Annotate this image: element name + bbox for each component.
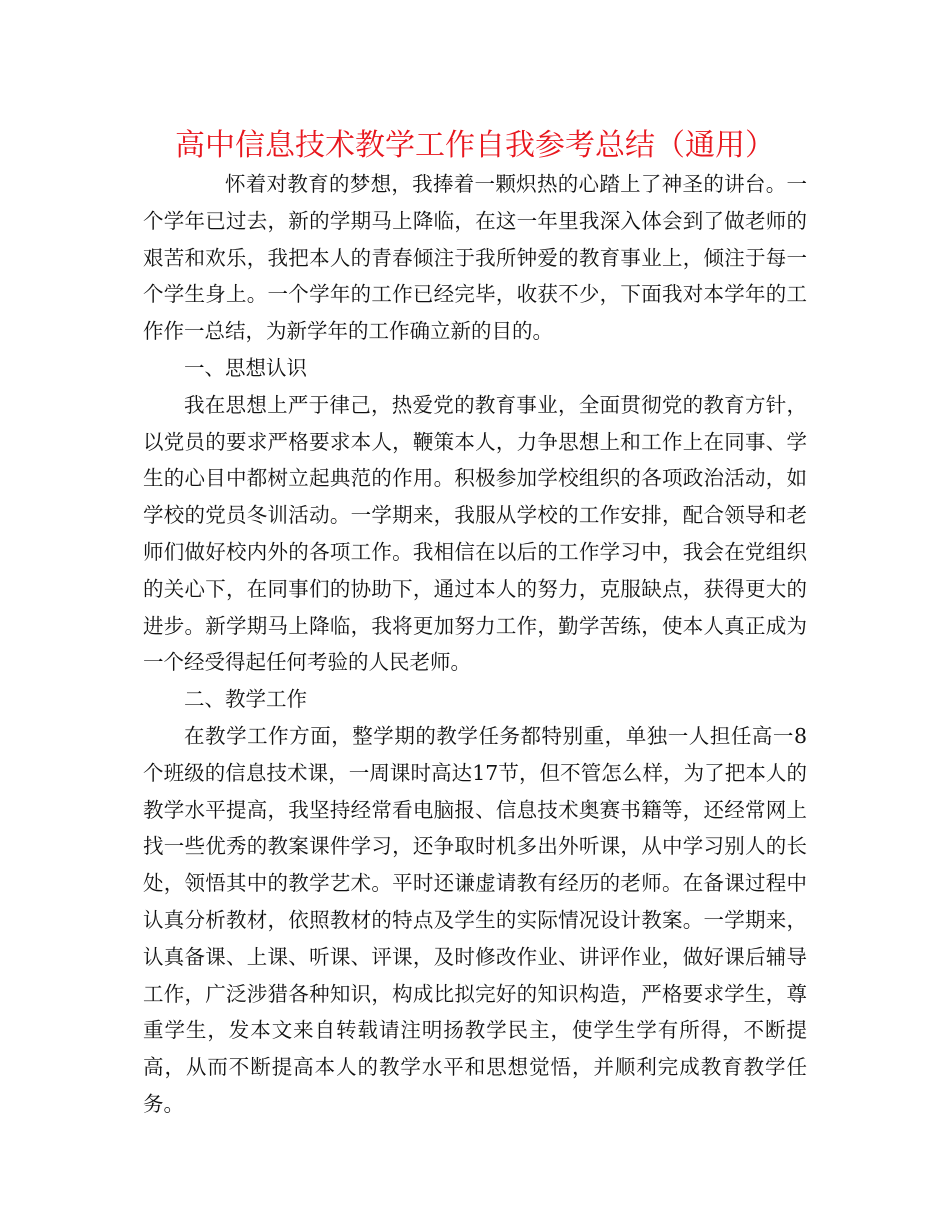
teaching-paragraph: 在教学工作方面，整学期的教学任务都特别重，单独一人担任高一8个班级的信息技术课，一周课时高达17节，但不管怎么样，为了把本人的教学水平提高，我坚持经常看电脑报、信息技术奥赛书籍等，还经常网上找一些优秀的教案课件学习，还争取时机多出外听课，从中学习别人的长处，领悟其中的教学艺术。平时还谦虚请教有经历的老师。在备课过程中认真分析教材，依照教材的特点及学生的实际情况设计教案。一学期来，认真备课、上课、听课、评课，及时修改作业、讲评作业，做好课后辅导工作，广泛涉猎各种知识，构成比拟完好的知识构造，严格要求学生，尊重学生，发本文来自转载请注明扬教学民主，使学生学有所得，不断提高，从而不断提高本人的教学水平和思想觉悟，并顺利完成教育教学任务。: [143, 723, 807, 1116]
document-title: 高中信息技术教学工作自我参考总结（通用）: [175, 128, 775, 163]
section-heading-thought: 一、思想认识: [184, 355, 307, 380]
section-heading-teaching: 二、教学工作: [184, 687, 307, 712]
thought-paragraph: 我在思想上严于律己，热爱党的教育事业，全面贯彻党的教育方针，以党员的要求严格要求本人，鞭策本人，力争思想上和工作上在同事、学生的心目中都树立起典范的作用。积极参加学校组织的各项政治活动，如学校的党员冬训活动。一学期来，我服从学校的工作安排，配合领导和老师们做好校内外的各项工作。我相信在以后的工作学习中，我会在党组织的关心下，在同事们的协助下，通过本人的努力，克服缺点，获得更大的进步。新学期马上降临，我将更加努力工作，勤学苦练，使本人真正成为一个经受得起任何考验的人民老师。: [143, 392, 807, 675]
document-body: [143, 166, 807, 1123]
intro-paragraph: 怀着对教育的梦想，我捧着一颗炽热的心踏上了神圣的讲台。一个学年已过去，新的学期马上降临，在这一年里我深入体会到了做老师的艰苦和欢乐，我把本人的青春倾注于我所钟爱的教育事业上，倾注于每一个学生身上。一个学年的工作已经完毕，收获不少，下面我对本学年的工作作一总结，为新学年的工作确立新的目的。: [143, 172, 807, 344]
